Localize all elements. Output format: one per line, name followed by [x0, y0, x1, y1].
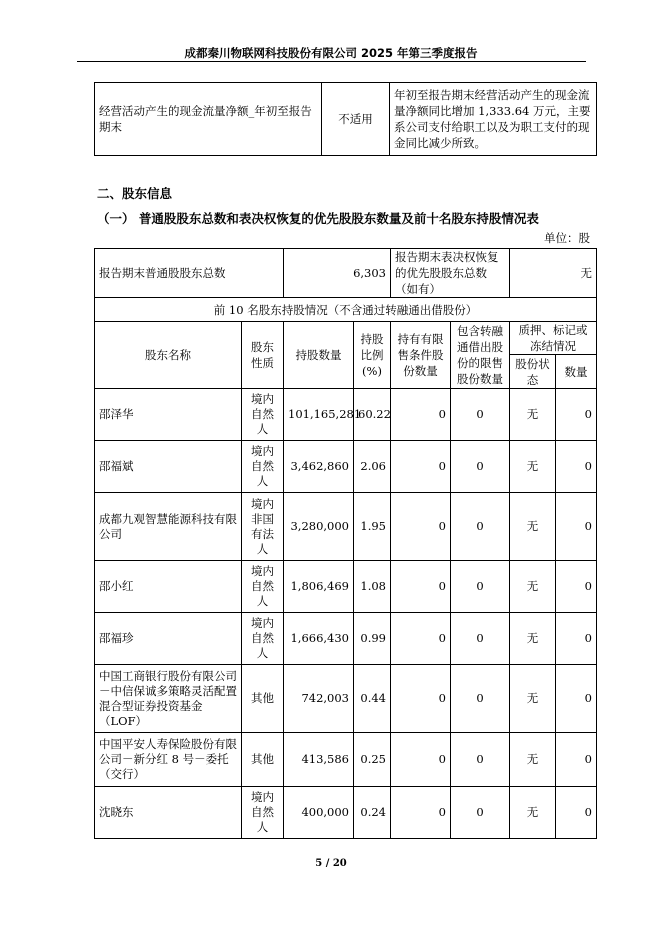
holder-name: 成都九观智慧能源科技有限公司 — [95, 493, 242, 561]
holder-pledge-qty: 0 — [556, 493, 597, 561]
holder-shares: 1,666,430 — [284, 613, 354, 665]
header-pledge: 质押、标记或冻结情况 — [510, 322, 597, 355]
header-shares: 持股数量 — [284, 322, 354, 389]
holder-pledge-status: 无 — [510, 733, 556, 787]
holder-lent: 0 — [451, 733, 510, 787]
holder-pledge-status: 无 — [510, 493, 556, 561]
holder-nature: 其他 — [242, 733, 284, 787]
top10-caption: 前 10 名股东持股情况（不含通过转融通出借股份） — [95, 298, 597, 322]
holder-shares: 3,280,000 — [284, 493, 354, 561]
cash-flow-status: 不适用 — [322, 83, 390, 156]
holder-name: 邵福珍 — [95, 613, 242, 665]
holder-pledge-qty: 0 — [556, 613, 597, 665]
holder-name: 邵泽华 — [95, 389, 242, 441]
preferred-holders-label: 报告期末表决权恢复的优先股股东总数（如有） — [391, 249, 510, 298]
header-pledge-status: 股份状态 — [510, 355, 556, 389]
holder-pledge-status: 无 — [510, 561, 556, 613]
page-number: 5 / 20 — [315, 858, 347, 869]
holder-nature: 境内自然人 — [242, 389, 284, 441]
holder-pledge-qty: 0 — [556, 665, 597, 733]
section-title: 二、股东信息 — [97, 186, 173, 201]
holder-name: 邵小红 — [95, 561, 242, 613]
table-row — [95, 787, 597, 839]
holder-restricted: 0 — [391, 733, 451, 787]
holder-shares: 101,165,281 — [284, 389, 354, 441]
holder-lent: 0 — [451, 787, 510, 839]
holder-name: 沈晓东 — [95, 787, 242, 839]
holder-shares: 742,003 — [284, 665, 354, 733]
table-row — [95, 733, 597, 787]
holder-lent: 0 — [451, 493, 510, 561]
holder-restricted: 0 — [391, 389, 451, 441]
unit-label: 单位：股 — [544, 231, 590, 245]
header-ratio: 持股比例(%) — [354, 322, 391, 389]
holder-pledge-status: 无 — [510, 389, 556, 441]
shareholder-table — [94, 248, 597, 839]
header-rule — [77, 61, 586, 62]
holder-restricted: 0 — [391, 493, 451, 561]
holder-ratio: 2.06 — [354, 441, 391, 493]
common-holders-value: 6,303 — [284, 249, 391, 298]
report-header: 成都秦川物联网科技股份有限公司 2025 年第三季度报告 — [184, 46, 478, 60]
holder-pledge-status: 无 — [510, 613, 556, 665]
holder-nature: 境内自然人 — [242, 441, 284, 493]
cash-flow-item: 经营活动产生的现金流量净额_年初至报告期末 — [95, 83, 322, 156]
holder-restricted: 0 — [391, 561, 451, 613]
holder-shares: 413,586 — [284, 733, 354, 787]
holder-nature: 境内自然人 — [242, 613, 284, 665]
holder-name: 中国工商银行股份有限公司－中信保诚多策略灵活配置混合型证券投资基金（LOF） — [95, 665, 242, 733]
header-name: 股东名称 — [95, 322, 242, 389]
holder-restricted: 0 — [391, 665, 451, 733]
holder-nature: 其他 — [242, 665, 284, 733]
holder-shares: 400,000 — [284, 787, 354, 839]
table-row — [95, 441, 597, 493]
holder-ratio: 0.24 — [354, 787, 391, 839]
holder-shares: 3,462,860 — [284, 441, 354, 493]
holder-nature: 境内自然人 — [242, 561, 284, 613]
holder-lent: 0 — [451, 665, 510, 733]
table-row — [95, 561, 597, 613]
cash-flow-reason: 年初至报告期末经营活动产生的现金流量净额同比增加 1,333.64 万元，主要系公司支付给职工以及为职工支付的现金同比减少所致。 — [390, 83, 597, 156]
summary-row — [95, 249, 597, 298]
holder-ratio: 60.22 — [354, 389, 391, 441]
holder-pledge-status: 无 — [510, 665, 556, 733]
table-row — [95, 665, 597, 733]
header-nature: 股东性质 — [242, 322, 284, 389]
header-lent: 包含转融通借出股份的限售股份数量 — [451, 322, 510, 389]
holder-ratio: 1.08 — [354, 561, 391, 613]
table-row — [95, 493, 597, 561]
holder-lent: 0 — [451, 441, 510, 493]
holder-ratio: 0.25 — [354, 733, 391, 787]
holder-lent: 0 — [451, 613, 510, 665]
common-holders-label: 报告期末普通股股东总数 — [95, 249, 284, 298]
holder-lent: 0 — [451, 561, 510, 613]
preferred-holders-value: 无 — [510, 249, 597, 298]
holder-ratio: 0.44 — [354, 665, 391, 733]
holder-pledge-qty: 0 — [556, 561, 597, 613]
holder-lent: 0 — [451, 389, 510, 441]
cash-flow-table — [94, 82, 597, 156]
holder-restricted: 0 — [391, 787, 451, 839]
cash-flow-row — [95, 83, 597, 156]
table-row — [95, 613, 597, 665]
holder-nature: 境内自然人 — [242, 787, 284, 839]
table-row — [95, 389, 597, 441]
holder-ratio: 0.99 — [354, 613, 391, 665]
holder-restricted: 0 — [391, 441, 451, 493]
header-restricted: 持有有限售条件股份数量 — [391, 322, 451, 389]
holder-pledge-qty: 0 — [556, 787, 597, 839]
holder-pledge-status: 无 — [510, 787, 556, 839]
holder-name: 邵福斌 — [95, 441, 242, 493]
holder-shares: 1,806,469 — [284, 561, 354, 613]
holder-ratio: 1.95 — [354, 493, 391, 561]
section-subtitle: （一） 普通股股东总数和表决权恢复的优先股股东数量及前十名股东持股情况表 — [97, 211, 539, 226]
header-pledge-qty: 数量 — [556, 355, 597, 389]
holder-pledge-qty: 0 — [556, 389, 597, 441]
holder-pledge-qty: 0 — [556, 441, 597, 493]
holder-nature: 境内非国有法人 — [242, 493, 284, 561]
holder-pledge-qty: 0 — [556, 733, 597, 787]
holder-name: 中国平安人寿保险股份有限公司－新分红 8 号－委托（交行） — [95, 733, 242, 787]
holder-restricted: 0 — [391, 613, 451, 665]
holder-pledge-status: 无 — [510, 441, 556, 493]
